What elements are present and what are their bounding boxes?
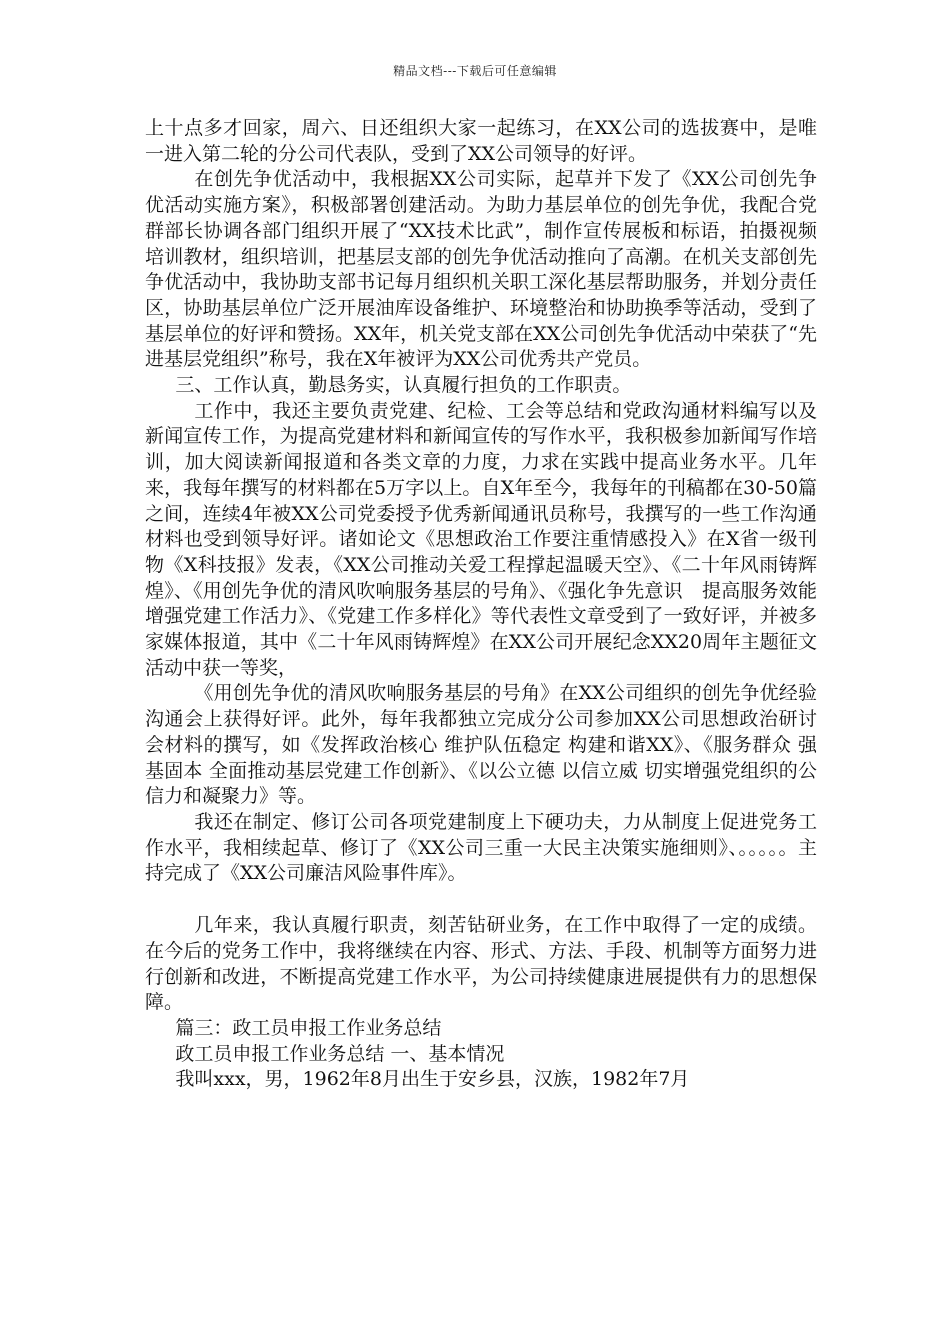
paragraph-awards: 《用创先争优的清风吹响服务基层的号角》在XX公司组织的创先争优经验沟通会上获得好评。此外，每年我都独立完成分公司参加XX公司思想政治研讨会材料的撰写，如《发挥政治核心 维护队伍稳定 构建和谐XX》、《服务群众 强基固本 全面推动基层党建工作创新》、《以公立德 以信立威 切实增强党组织的公信力和凝聚力》等。 xyxy=(145,682,817,808)
paragraph-conclusion: 几年来，我认真履行职责，刻苦钻研业务，在工作中取得了一定的成绩。在今后的党务工作中，我将继续在内容、形式、方法、手段、机制等方面努力进行创新和改进，不断提高党建工作水平，为公司持续健康进展提供有力的思想保障。 xyxy=(145,914,817,1014)
page-header: 精品文档---下载后可任意编辑 xyxy=(393,64,557,78)
chapter-title: 篇三：政工员申报工作业务总结 xyxy=(175,1016,442,1039)
paragraph-continuation: 上十点多才回家，周六、日还组织大家一起练习，在XX公司的选拔赛中，是唯一进入第二轮的分公司代表队，受到了XX公司领导的好评。 xyxy=(145,117,817,165)
chapter-subtitle: 政工员申报工作业务总结 一、基本情况 xyxy=(175,1042,505,1065)
paragraph-gap xyxy=(145,887,817,913)
paragraph-writing-work: 工作中，我还主要负责党建、纪检、工会等总结和党政沟通材料编写以及新闻宣传工作，为提高党建材料和新闻宣传的写作水平，我积极参加新闻写作培训，加大阅读新闻报道和各类文章的力度，力求在实践中提高业务水平。几年来，我每年撰写的材料都在5万字以上。自X年至今，我每年的刊稿都在30-50篇之间，连续4年被XX公司党委授予优秀新闻通讯员称号，我撰写的一些工作沟通材料也受到领导好评。诸如论文《思想政治工作要注重情感投入》在X省一级刊物《X科技报》发表，《XX公司推动关爱工程撑起温暖天空》、《二十年风雨铸辉煌》、《用创先争优的清风吹响服务基层的号角》、《强化争先意识 提高服务效能 增强党建工作活力》、《党建工作多样化》等代表性文章受到了一致好评，并被多家媒体报道，其中《二十年风雨铸辉煌》在XX公司开展纪念XX20周年主题征文活动中获一等奖， xyxy=(145,399,817,679)
paragraph-regulations: 我还在制定、修订公司各项党建制度上下硬功夫，力从制度上促进党务工作水平，我相续起草、修订了《XX公司三重一大民主决策实施细则》、。。。。。主持完成了《XX公司廉洁风险事件库》。 xyxy=(145,810,817,885)
section-heading-three: 三、工作认真，勤恳务实，认真履行担负的工作职责。 xyxy=(175,374,632,397)
paragraph-competition: 在创先争优活动中，我根据XX公司实际，起草并下发了《XX公司创先争优活动实施方案》，积极部署创建活动。为助力基层单位的创先争优，我配合党群部长协调各部门组织开展了“XX技术比武”，制作宣传展板和标语，拍摄视频培训教材，组织培训，把基层支部的创先争优活动推向了高潮。在机关支部创先争优活动中，我协助支部书记每月组织机关职工深化基层帮助服务，并划分责任区，协助基层单位广泛开展油库设备维护、环境整治和协助换季等活动，受到了基层单位的好评和赞扬。XX年，机关党支部在XX公司创先争优活动中荣获了“先进基层党组织”称号，我在X年被评为XX公司优秀共产党员。 xyxy=(145,168,817,371)
document-body xyxy=(145,116,817,1093)
paragraph-basic-info: 我叫xxx，男，1962年8月出生于安乡县，汉族，1982年7月 xyxy=(175,1068,690,1091)
